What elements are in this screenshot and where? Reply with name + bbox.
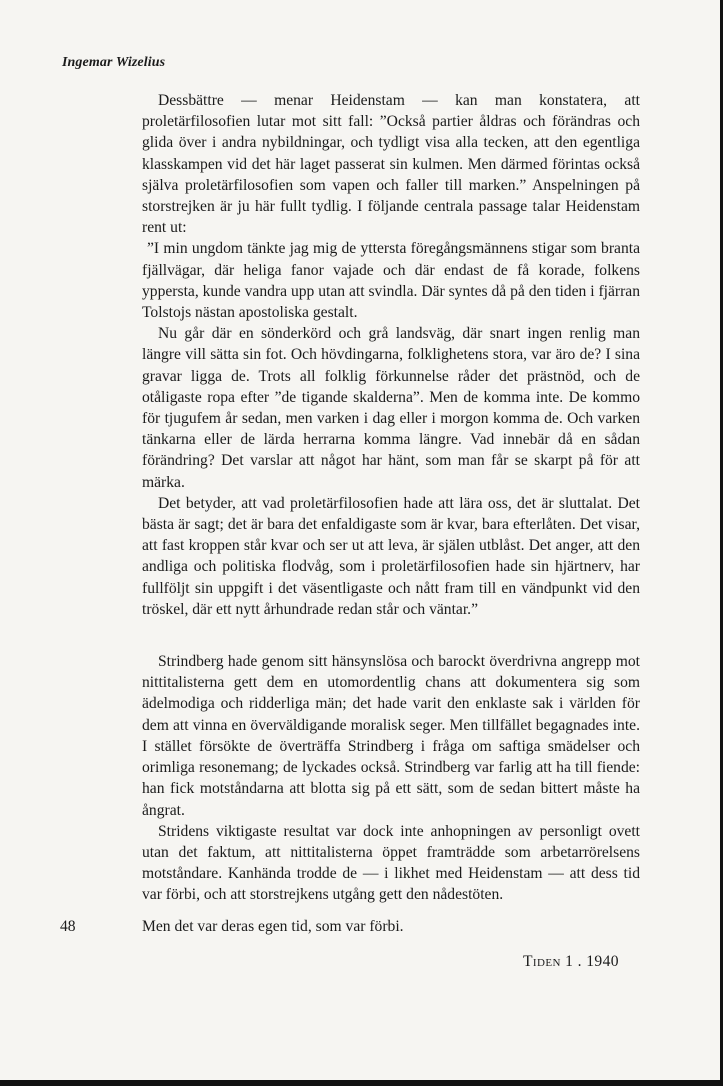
article-body [142, 90, 640, 906]
paragraph: Stridens viktigaste resultat var dock inte anhopningen av personligt ovett utan det faktum, att nittitalisterna öppet framträdde som arbetarrörelsens motståndare. Kanhända trodde de — i likhet med Heidenstam — att dess tid var förbi, och att storstrejkens utgång gett den nådestöten. [142, 822, 640, 904]
journal-name: Tiden [523, 953, 561, 970]
paragraph: Det betyder, att vad proletärfilosofien hade att lära oss, det är sluttalat. Det bästa är sagt; det är bara det enfaldigaste som är kvar, bara efterlåten. Det visar, att fast kroppen står kvar och ser ut att leva, är själen utblåst. Det anger, att den andliga och politiska flodvåg, som i proletärfilosofien hade sin hjärtnerv, har fullföljt sin uppgift i det väsentligaste och nått fram till en vändpunkt vid den tröskel, där ett nytt århundrade redan står och väntar.” [142, 494, 640, 618]
page-number: 48 [60, 918, 76, 935]
section-gap [142, 620, 640, 651]
quote-paragraph: ”I min ungdom tänkte jag mig de yttersta föregångsmännens stigar som branta fjällvägar, där heliga fanor vajade och där endast de få korade, folkens yppersta, kunde vandra upp utan att svindla. Där syntes då på den tiden i fjärran Tolstojs nästan apostoliska gestalt. [142, 240, 640, 322]
journal-issue: 1 . 1940 [565, 953, 619, 970]
running-head-author: Ingemar Wizelius [62, 55, 166, 70]
paragraph: Dessbättre — menar Heidenstam — kan man konstatera, att proletärfilosofien lutar mot sitt fall: ”Också partier åldras och förändras och glida över i andra nybildningar, och tydligt visa alla tecken, att den egentliga klasskampen vid det här laget passerat sin kulmen. Men därmed förintas också själva proletärfilosofien som vapen och faller till marken.” Anspelningen på storstrejken är ju här fullt tydlig. I följande centrala passage talar Heidenstam rent ut: [142, 92, 640, 237]
journal-footer [523, 953, 619, 971]
closing-line: Men det var deras egen tid, som var förbi. [142, 918, 404, 935]
page-bottom-edge [0, 1080, 723, 1086]
paragraph: Nu går där en sönderkörd och grå landsväg, där snart ingen renlig man längre vill sätta sin fot. Och hövdingarna, folklighetens stora, var äro de? I sina gravar ligga de. Trots all folklig förkunnelse råder det prästnöd, och de otåligaste ropa efter ”de tigande skalderna”. Men de komma inte. De kommo för tjugufem år sedan, men varken i dag eller i morgon komma de. Och varken tänkarna eller de lärda herrarna komma längre. Vad innebär då en sådan förändring? Det varslar att något har hänt, som man får se skarpt på för att märka. [142, 325, 640, 491]
paragraph: Strindberg hade genom sitt hänsynslösa och barockt överdrivna angrepp mot nittitalisterna gett dem en utomordentlig chans att dokumentera sig som ädelmodiga och ridderliga män; det hade varit den enklaste sak i världen för dem att vinna en överväldigande moralisk seger. Men tillfället begagnades inte. I stället försökte de överträffa Strindberg i fråga om saftiga smädelser och orimliga resonemang; de lyckades också. Strindberg var farlig att ha till fiende: han fick motståndarna att blotta sig på ett sätt, som de sedan bittert måste ha ångrat. [142, 653, 640, 819]
